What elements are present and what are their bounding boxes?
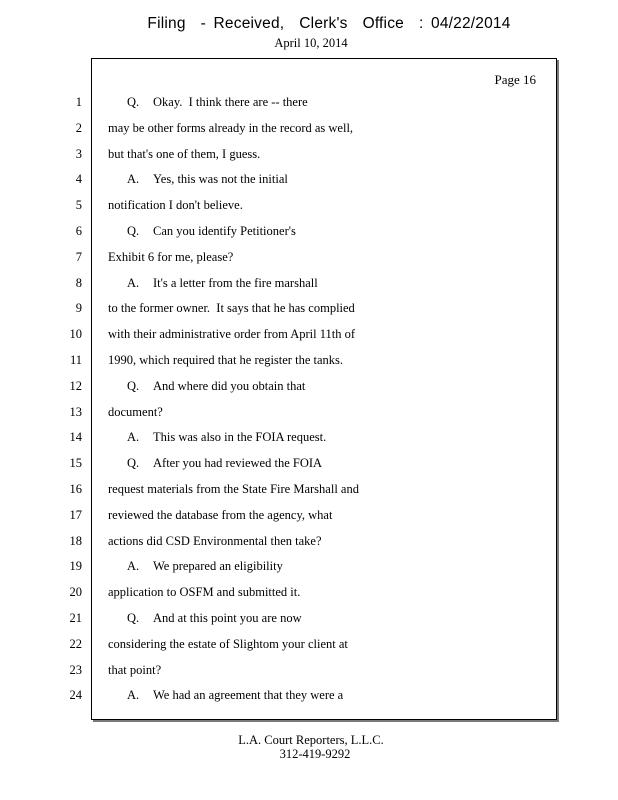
- line-number: 14: [69, 430, 82, 444]
- line-content: document?: [108, 405, 163, 419]
- line-number: 11: [69, 353, 82, 367]
- line-number: 13: [69, 405, 82, 419]
- transcript-line: [127, 223, 296, 239]
- transcript-line: [127, 429, 326, 445]
- transcript-line: [127, 558, 283, 574]
- line-content: to the former owner. It says that he has complied: [108, 301, 355, 315]
- speaker-label: A.: [127, 559, 140, 573]
- transcript-line: [108, 326, 355, 342]
- line-content: with their administrative order from April 11th of: [108, 327, 356, 341]
- transcript-line: [108, 352, 343, 368]
- line-content: Exhibit 6 for me, please?: [108, 250, 234, 264]
- page-number: Page 16: [494, 72, 536, 87]
- line-number: 6: [75, 224, 82, 238]
- transcript-line: [108, 120, 353, 136]
- speaker-label: Q.: [127, 456, 140, 470]
- deposition-date: April 10, 2014: [274, 36, 348, 50]
- line-number: 20: [69, 585, 82, 599]
- transcript-line: [108, 197, 243, 213]
- filing-stamp: Filing - Received, Clerk's Office : 04/22/2014: [147, 15, 511, 32]
- transcript-line: [108, 662, 161, 678]
- line-number: 22: [69, 637, 82, 651]
- line-content: considering the estate of Slightom your client at: [108, 637, 348, 651]
- transcript-line: [108, 146, 260, 162]
- line-content: request materials from the State Fire Marshall and: [108, 482, 359, 496]
- line-content: We prepared an eligibility: [153, 559, 283, 573]
- line-number: 24: [69, 688, 82, 702]
- line-content: actions did CSD Environmental then take?: [108, 534, 322, 548]
- line-content: And where did you obtain that: [153, 379, 306, 393]
- transcript-line: [127, 378, 305, 394]
- line-number: 19: [69, 559, 82, 573]
- transcript-line: [127, 171, 288, 187]
- line-number: 8: [75, 276, 82, 290]
- line-number: 1: [75, 95, 82, 109]
- line-number: 5: [75, 198, 82, 212]
- transcript-line: [108, 404, 163, 420]
- speaker-label: A.: [127, 172, 140, 186]
- line-number: 21: [69, 611, 82, 625]
- line-content: It's a letter from the fire marshall: [153, 276, 318, 290]
- line-number: 12: [69, 379, 82, 393]
- line-content: reviewed the database from the agency, what: [108, 508, 333, 522]
- reporter-phone: 312-419-9292: [279, 747, 351, 761]
- line-number: 7: [75, 250, 82, 264]
- line-content: 1990, which required that he register the tanks.: [108, 353, 343, 367]
- line-content: that point?: [108, 663, 162, 677]
- transcript-line: [127, 94, 308, 110]
- transcript-line: [127, 610, 302, 626]
- line-number: 18: [69, 534, 82, 548]
- line-content: After you had reviewed the FOIA: [153, 456, 323, 470]
- transcript-line: [127, 687, 343, 703]
- transcript-line: [127, 275, 318, 291]
- line-number: 3: [75, 147, 82, 161]
- line-content: We had an agreement that they were a: [153, 688, 344, 702]
- transcript-line: [108, 481, 359, 497]
- speaker-label: A.: [127, 430, 140, 444]
- line-number: 16: [69, 482, 82, 496]
- line-content: Okay. I think there are -- there: [153, 95, 308, 109]
- speaker-label: A.: [127, 276, 140, 290]
- line-content: notification I don't believe.: [108, 198, 243, 212]
- speaker-label: Q.: [127, 224, 140, 238]
- line-content: may be other forms already in the record as well,: [108, 121, 354, 135]
- line-content: And at this point you are now: [153, 611, 302, 625]
- line-number: 10: [69, 327, 82, 341]
- speaker-label: Q.: [127, 611, 140, 625]
- line-content: This was also in the FOIA request.: [153, 430, 327, 444]
- speaker-label: Q.: [127, 95, 140, 109]
- line-number: 2: [75, 121, 82, 135]
- transcript-line: [108, 636, 348, 652]
- transcript-line: [108, 533, 322, 549]
- transcript-line: [108, 249, 233, 265]
- transcript-line: [108, 507, 332, 523]
- speaker-label: Q.: [127, 379, 140, 393]
- line-number: 23: [69, 663, 82, 677]
- transcript-line: [108, 300, 355, 316]
- line-number: 17: [69, 508, 82, 522]
- reporter-company: L.A. Court Reporters, L.L.C.: [238, 733, 384, 747]
- transcript-line: [127, 455, 322, 471]
- line-content: Yes, this was not the initial: [153, 172, 288, 186]
- transcript-line: [108, 584, 300, 600]
- line-number: 9: [75, 301, 82, 315]
- line-content: Can you identify Petitioner's: [153, 224, 296, 238]
- line-number: 15: [69, 456, 82, 470]
- speaker-label: A.: [127, 688, 140, 702]
- line-number: 4: [75, 172, 82, 186]
- line-content: but that's one of them, I guess.: [108, 147, 261, 161]
- line-content: application to OSFM and submitted it.: [108, 585, 301, 599]
